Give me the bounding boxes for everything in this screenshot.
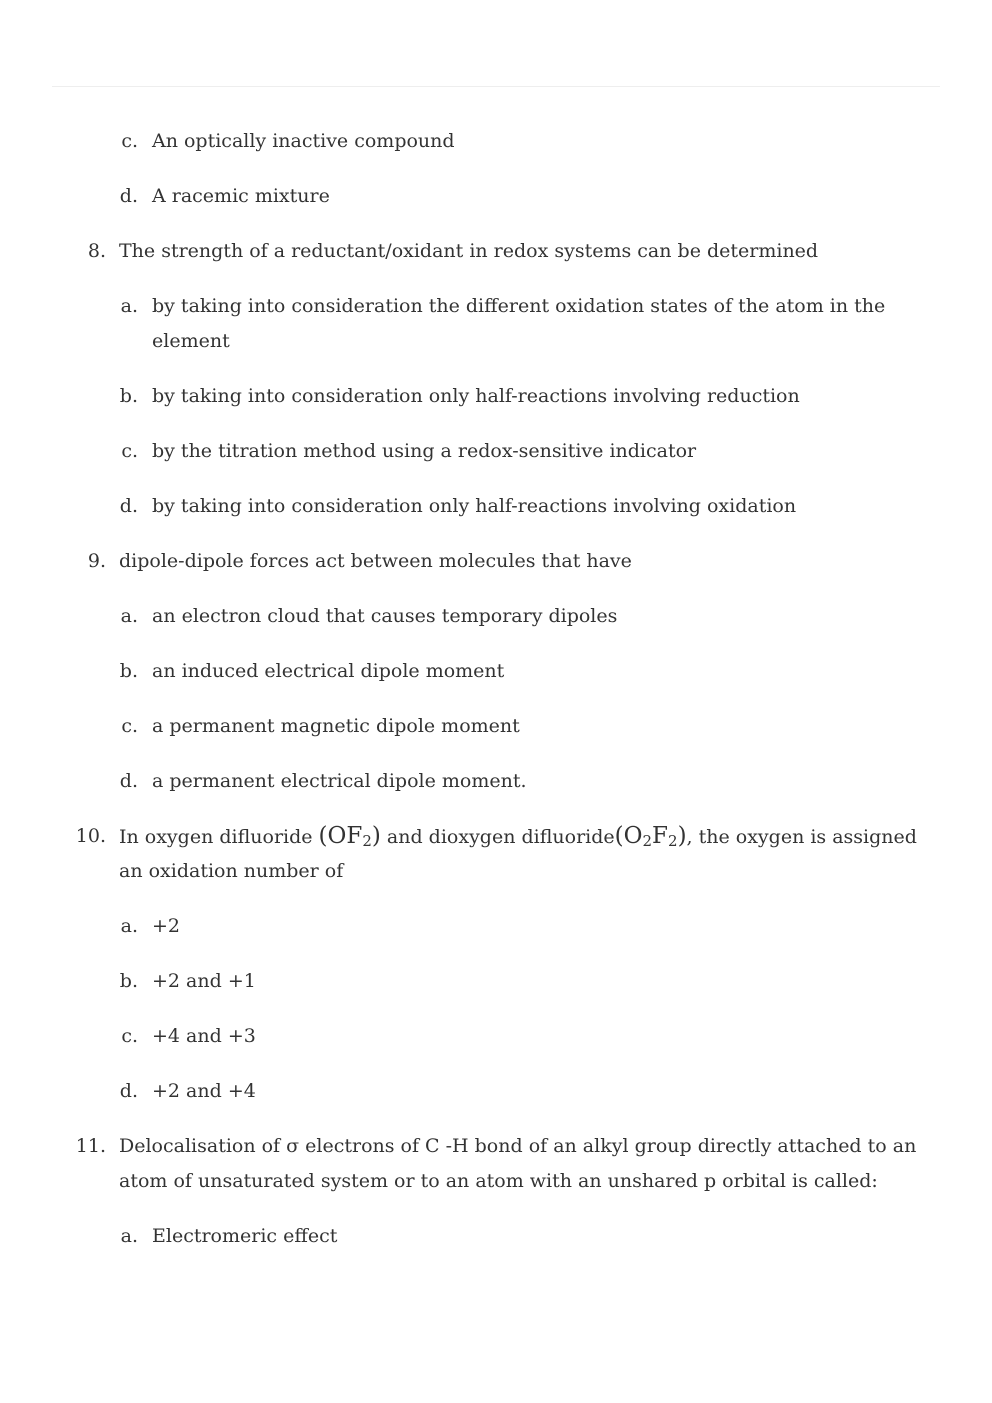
q10-option-a-text: +2 — [152, 915, 181, 937]
q8-number: 8. — [87, 240, 106, 262]
q10-option-a-label: a. — [120, 915, 138, 937]
q10-option-c-label: c. — [121, 1025, 138, 1047]
q10-number: 10. — [75, 825, 106, 847]
q8-option-a-text-line1: by taking into consideration the different oxidation states of the atom in the — [152, 295, 886, 317]
q9-number: 9. — [87, 550, 106, 572]
q11-option-a-label: a. — [120, 1225, 138, 1247]
q10-text-part3: , the oxygen is assigned — [686, 826, 917, 848]
q11-number: 11. — [75, 1135, 106, 1157]
q8-option-a-text-line2: element — [152, 330, 230, 352]
q7-option-c-text: An optically inactive compound — [152, 130, 455, 152]
q10-option-c-text: +4 and +3 — [152, 1025, 256, 1047]
q11-option-a-text: Electromeric effect — [152, 1225, 338, 1247]
q11-text-line1: Delocalisation of σ electrons of C -H bond of an alkyl group directly attached to an — [119, 1135, 917, 1157]
q9-option-c-text: a permanent magnetic dipole moment — [152, 715, 520, 737]
q10-text-part2: and dioxygen difluoride — [380, 826, 615, 848]
q10-text-line2: an oxidation number of — [119, 860, 344, 882]
q9-option-a-label: a. — [120, 605, 138, 627]
q9-option-d-text: a permanent electrical dipole moment. — [152, 770, 527, 792]
q8-text: The strength of a reductant/oxidant in redox systems can be determined — [119, 240, 819, 262]
q9-text: dipole-dipole forces act between molecules that have — [119, 550, 632, 572]
q8-option-c-text: by the titration method using a redox-sensitive indicator — [152, 440, 697, 462]
q10-text-part1: In oxygen difluoride — [119, 826, 319, 848]
q10-option-d-label: d. — [119, 1080, 138, 1102]
q9-option-b-label: b. — [119, 660, 138, 682]
q9-option-c-label: c. — [121, 715, 138, 737]
q7-option-d-text: A racemic mixture — [152, 185, 330, 207]
q10-option-b-label: b. — [119, 970, 138, 992]
q10-text-line1 — [119, 824, 917, 849]
q10-formula-o2f2: $(O_2F_2)$ — [614, 823, 687, 850]
q9-option-a-text: an electron cloud that causes temporary dipoles — [152, 605, 618, 627]
q8-option-b-label: b. — [119, 385, 138, 407]
q8-option-d-label: d. — [119, 495, 138, 517]
q10-formula-of2: $(OF_2)$ — [318, 823, 381, 850]
q11-text-line2: atom of unsaturated system or to an atom with an unshared p orbital is called: — [119, 1170, 878, 1192]
q10-option-d-text: +2 and +4 — [152, 1080, 256, 1102]
q9-option-d-label: d. — [119, 770, 138, 792]
q7-option-d-label: d. — [119, 185, 138, 207]
q8-option-a-label: a. — [120, 295, 138, 317]
top-divider — [52, 86, 940, 87]
q8-option-b-text: by taking into consideration only half-reactions involving reduction — [152, 385, 800, 407]
q8-option-c-label: c. — [121, 440, 138, 462]
q9-option-b-text: an induced electrical dipole moment — [152, 660, 505, 682]
q7-option-c-label: c. — [121, 130, 138, 152]
q10-option-b-text: +2 and +1 — [152, 970, 256, 992]
q8-option-d-text: by taking into consideration only half-reactions involving oxidation — [152, 495, 797, 517]
